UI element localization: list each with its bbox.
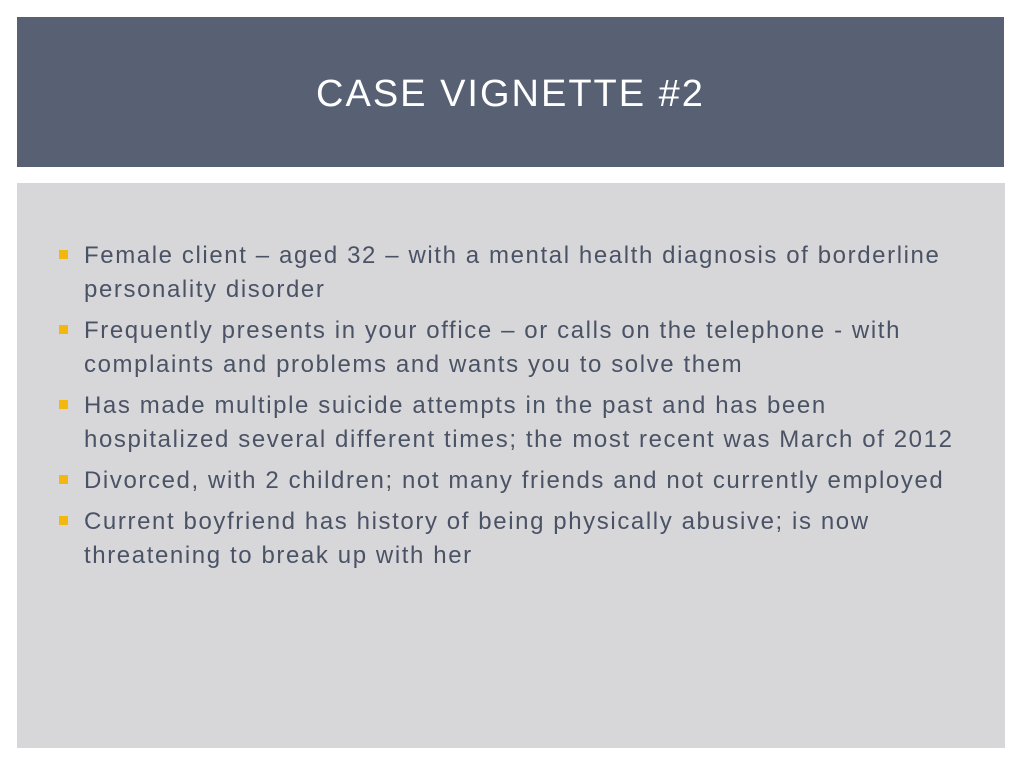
square-bullet-icon xyxy=(59,325,68,334)
square-bullet-icon xyxy=(59,475,68,484)
bullet-text: Has made multiple suicide attempts in the past and has been hospitalized several different times; the most recent was March of 2012 xyxy=(84,392,954,453)
title-band xyxy=(17,17,1004,167)
content-panel xyxy=(17,183,1005,748)
square-bullet-icon xyxy=(59,400,68,409)
bullet-text: Frequently presents in your office – or calls on the telephone - with complaints and problems and wants you to solve them xyxy=(84,317,902,378)
bullet-item xyxy=(59,239,979,307)
bullet-item xyxy=(59,464,979,498)
bullet-item xyxy=(59,389,979,457)
slide-title: CASE VIGNETTE #2 xyxy=(316,72,705,115)
bullet-item xyxy=(59,505,979,573)
bullet-item xyxy=(59,314,979,382)
bullet-list xyxy=(59,239,979,580)
bullet-text: Current boyfriend has history of being physically abusive; is now threatening to break up with her xyxy=(84,508,870,569)
bullet-text: Female client – aged 32 – with a mental health diagnosis of borderline personality disorder xyxy=(84,242,941,303)
bullet-text: Divorced, with 2 children; not many friends and not currently employed xyxy=(84,467,945,494)
square-bullet-icon xyxy=(59,516,68,525)
square-bullet-icon xyxy=(59,250,68,259)
